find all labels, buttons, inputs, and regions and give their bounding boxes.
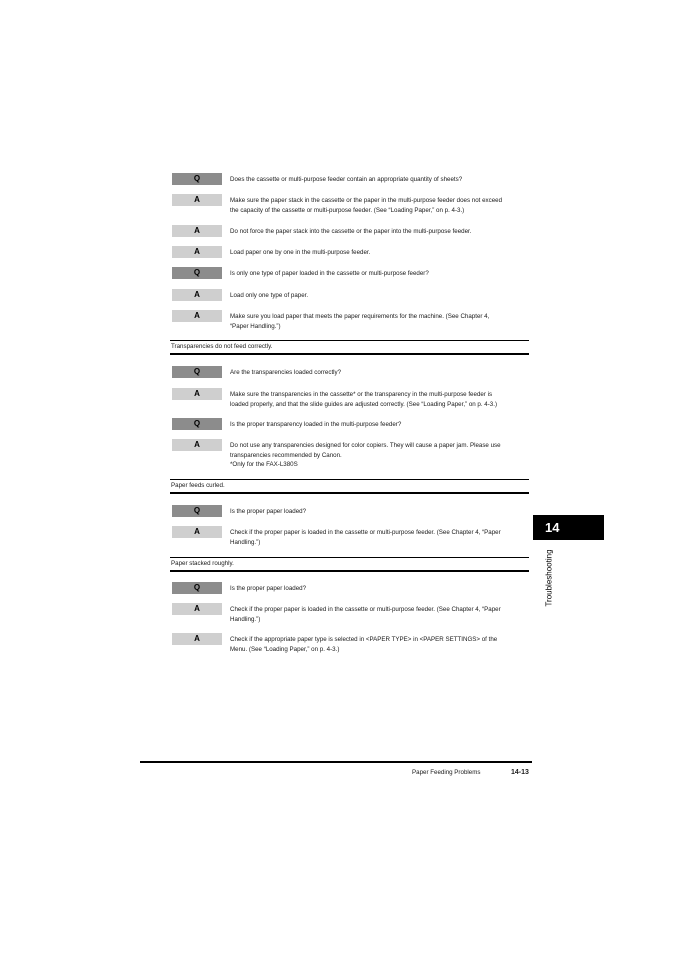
answer-badge: A: [172, 439, 222, 451]
chapter-tab: [533, 515, 604, 540]
question-text: Is the proper paper loaded?: [230, 585, 307, 592]
answer-badge: A: [172, 526, 222, 538]
answer-badge: A: [172, 225, 222, 237]
divider: [170, 570, 529, 572]
divider: [170, 353, 529, 355]
question-badge: Q: [172, 173, 222, 185]
divider: [170, 557, 529, 558]
divider: [170, 479, 529, 480]
answer-badge: A: [172, 603, 222, 615]
answer-text: Check if the proper paper is loaded in the cassette or multi-purpose feeder. (See Chapter 4, “Paper Handling.”): [230, 529, 501, 546]
divider: [170, 340, 529, 341]
question-text: Is the proper paper loaded?: [230, 508, 307, 515]
footer-section-title: Paper Feeding Problems: [412, 769, 481, 776]
answer-text: Check if the appropriate paper type is selected in <PAPER TYPE> in <PAPER SETTINGS> of the Menu. (See “Loading Paper,” on p. 4-3.): [230, 636, 498, 653]
question-badge: Q: [172, 505, 222, 517]
section-heading: [170, 557, 529, 569]
answer-badge: A: [172, 633, 222, 645]
question-badge: Q: [172, 366, 222, 378]
answer-badge: A: [172, 194, 222, 206]
question-badge: Q: [172, 582, 222, 594]
answer-text: Load paper one by one in the multi-purpose feeder.: [230, 249, 371, 256]
section-title: Paper feeds curled.: [171, 482, 225, 489]
question-badge: Q: [172, 418, 222, 430]
answer-text: Make sure you load paper that meets the paper requirements for the machine. (See Chapter 4, “Paper Handling.”): [230, 313, 490, 330]
answer-text: Do not use any transparencies designed for color copiers. They will cause a paper jam. Please use transparencies recommended by Canon. *Only for the FAX-L380S: [230, 442, 501, 468]
page-number: 14-13: [511, 769, 529, 776]
question-text: Is the proper transparency loaded in the multi-purpose feeder?: [230, 421, 402, 428]
section-heading: [170, 340, 529, 352]
answer-badge: A: [172, 289, 222, 301]
answer-badge: A: [172, 388, 222, 400]
question-text: Are the transparencies loaded correctly?: [230, 369, 342, 376]
answer-text: Make sure the transparencies in the cassette* or the transparency in the multi-purpose feeder is loaded properly, and that the slide guides are adjusted correctly. (See “Loading Paper,” on p. 4-3.): [230, 391, 498, 408]
answer-badge: A: [172, 310, 222, 322]
section-heading: [170, 479, 529, 491]
answer-text: Check if the proper paper is loaded in the cassette or multi-purpose feeder. (See Chapter 4, “Paper Handling.”): [230, 606, 501, 623]
question-text: Does the cassette or multi-purpose feeder contain an appropriate quantity of sheets?: [230, 176, 463, 183]
divider: [170, 492, 529, 494]
answer-badge: A: [172, 246, 222, 258]
chapter-number: 14: [545, 520, 560, 535]
footer-divider: [140, 761, 532, 763]
answer-text: Make sure the paper stack in the cassette or the paper in the multi-purpose feeder does not exceed the capacity of the cassette or multi-purpose feeder. (See “Loading Paper,” on p. 4-3.): [230, 197, 503, 214]
chapter-title: Troubleshooting: [544, 549, 554, 607]
question-text: Is only one type of paper loaded in the cassette or multi-purpose feeder?: [230, 270, 429, 277]
question-badge: Q: [172, 267, 222, 279]
section-title: Transparencies do not feed correctly.: [171, 343, 273, 350]
answer-text: Load only one type of paper.: [230, 292, 309, 299]
answer-text: Do not force the paper stack into the cassette or the paper into the multi-purpose feeder.: [230, 228, 472, 235]
section-title: Paper stacked roughly.: [171, 560, 234, 567]
